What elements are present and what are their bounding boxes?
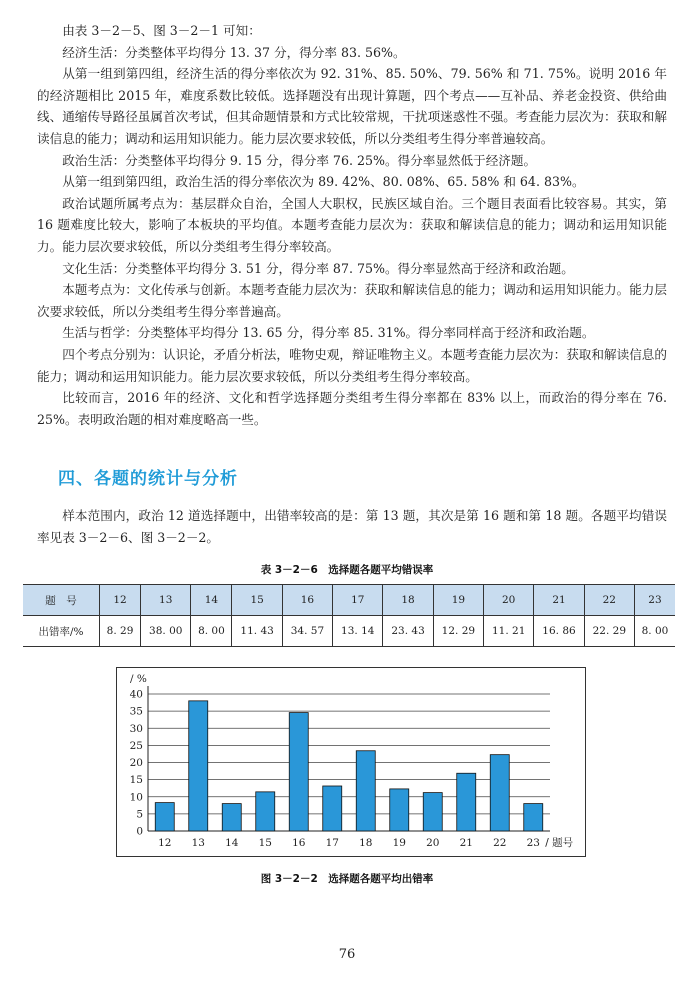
bar	[423, 793, 442, 831]
paragraph: 从第一组到第四组，经济生活的得分率依次为 92. 31%、85. 50%、79. 56% 和 71. 75%。说明 2016 年的经济题相比 2015 年，难度系数比较低。选择题没有出现计算题，四个考点——互补品、养老金投资、供给曲线、通缩传导路径虽属首次考试，但其命题情景和方式比较常规，干扰项迷惑性不强。考查能力层次为：获取和解读信息的能力；调动和运用知识能力。能力层次要求较低，所以分类组考生得分率普遍较高。	[37, 66, 667, 146]
table-cell: 8. 00	[191, 616, 232, 647]
paragraph: 政治生活：分类整体平均得分 9. 15 分，得分率 76. 25%。得分率显然低于经济题。	[62, 152, 537, 168]
y-tick-label: 35	[129, 705, 143, 718]
table-cell: 16	[282, 585, 332, 616]
table-cell: 8. 00	[634, 616, 675, 647]
table-cell: 21	[534, 585, 584, 616]
bar	[457, 773, 476, 831]
bar	[256, 792, 275, 831]
body-text	[37, 20, 667, 430]
page-number: 76	[338, 947, 356, 962]
x-tick-label: 21	[459, 837, 473, 849]
y-tick-label: 10	[129, 791, 143, 804]
paragraph: 由表 3－2－5、图 3－2－1 可知：	[62, 23, 261, 38]
bar	[390, 789, 409, 831]
y-tick-label: 25	[129, 739, 143, 752]
table-cell: 23. 43	[383, 616, 433, 647]
paragraph: 经济生活：分类整体平均得分 13. 37 分，得分率 83. 56%。	[62, 44, 406, 60]
y-tick-label: 15	[129, 774, 143, 787]
table-cell: 13	[141, 585, 191, 616]
paragraph: 样本范围内，政治 12 道选择题中，出错率较高的是：第 13 题，其次是第 16 题和第 18 题。各题平均错误率见表 3－2－6、图 3－2－2。	[37, 508, 667, 545]
table-cell: 23	[634, 585, 675, 616]
error-rate-table	[23, 584, 675, 647]
y-tick-label: 30	[129, 722, 143, 735]
bar	[490, 755, 509, 831]
error-rate-bar-chart	[116, 667, 586, 857]
bar	[155, 803, 174, 831]
paragraph: 四个考点分别为：认识论，矛盾分析法，唯物史观，辩证唯物主义。本题考查能力层次为：获取和解读信息的能力；调动和运用知识能力。能力层次要求较低，所以分类组考生得分率较高。	[37, 346, 667, 384]
x-tick-label: 23	[526, 837, 540, 849]
bar	[289, 713, 308, 831]
y-axis-label: / %	[130, 673, 147, 685]
table-cell: 38. 00	[141, 616, 191, 647]
x-tick-label: 14	[225, 837, 239, 849]
chart-caption: 图 3－2－2 选择题各题平均出错率	[260, 873, 434, 885]
x-tick-label: 19	[392, 837, 406, 849]
chart-frame	[117, 668, 586, 857]
x-tick-label: 17	[325, 837, 339, 849]
x-tick-label: 12	[158, 837, 172, 849]
x-tick-label: 15	[258, 837, 272, 849]
table-cell: 17	[333, 585, 383, 616]
y-tick-label: 5	[136, 808, 143, 821]
table-cell: 22. 29	[584, 616, 634, 647]
paragraph: 从第一组到第四组，政治生活的得分率依次为 89. 42%、80. 08%、65. 58% 和 64. 83%。	[62, 174, 585, 190]
x-axis-label: / 题号	[545, 837, 574, 849]
paragraph: 本题考点为：文化传承与创新。本题考查能力层次为：获取和解读信息的能力；调动和运用知识能力。能力层次要求较低，所以分类组考生得分率普遍高。	[37, 282, 667, 319]
intro-text	[37, 505, 667, 548]
row-header: 题 号	[23, 585, 100, 616]
table-row	[23, 585, 675, 616]
table-cell: 22	[584, 585, 634, 616]
table-cell: 8. 29	[100, 616, 141, 647]
table-cell: 19	[433, 585, 483, 616]
x-tick-label: 22	[493, 837, 507, 849]
table-cell: 11. 21	[484, 616, 534, 647]
bar	[356, 751, 375, 831]
paragraph: 生活与哲学：分类整体平均得分 13. 65 分，得分率 85. 31%。得分率同样高于经济和政治题。	[62, 325, 595, 341]
paragraph: 比较而言，2016 年的经济、文化和哲学选择题分类组考生得分率都在 83% 以上，而政治的得分率在 76. 25%。表明政治题的相对难度略高一些。	[37, 390, 667, 427]
table-cell: 34. 57	[282, 616, 332, 647]
paragraph: 政治试题所属考点为：基层群众自治，全国人大职权，民族区域自治。三个题目表面看比较容易。其实，第 16 题难度比较大，影响了本板块的平均值。本题考查能力层次为：获取和解读信息的能力；调动和运用知识能力。能力层次要求较低，所以分类组考生得分率较高。	[37, 195, 667, 254]
table-row	[23, 616, 675, 647]
bar	[524, 804, 543, 831]
bar	[323, 786, 342, 831]
x-tick-label: 18	[359, 837, 373, 849]
table-caption: 表 3－2－6 选择题各题平均错误率	[260, 564, 434, 576]
y-tick-label: 20	[129, 757, 143, 769]
bar	[189, 701, 208, 831]
table-cell: 12. 29	[433, 616, 483, 647]
x-tick-label: 13	[191, 837, 205, 849]
table-cell: 14	[191, 585, 232, 616]
y-tick-label: 40	[129, 688, 143, 701]
table-cell: 16. 86	[534, 616, 584, 647]
table-cell: 15	[232, 585, 282, 616]
row-header: 出错率/%	[23, 616, 100, 647]
bar	[222, 804, 241, 831]
table-cell: 20	[484, 585, 534, 616]
table-cell: 11. 43	[232, 616, 282, 647]
section-title: 四、各题的统计与分析	[58, 469, 238, 489]
table-cell: 18	[383, 585, 433, 616]
x-tick-label: 20	[426, 837, 440, 849]
table-cell: 13. 14	[333, 616, 383, 647]
paragraph: 文化生活：分类整体平均得分 3. 51 分，得分率 87. 75%。得分率显然高于经济和政治题。	[62, 260, 574, 276]
y-tick-label: 0	[136, 825, 143, 838]
x-tick-label: 16	[292, 837, 306, 849]
table-cell: 12	[100, 585, 141, 616]
